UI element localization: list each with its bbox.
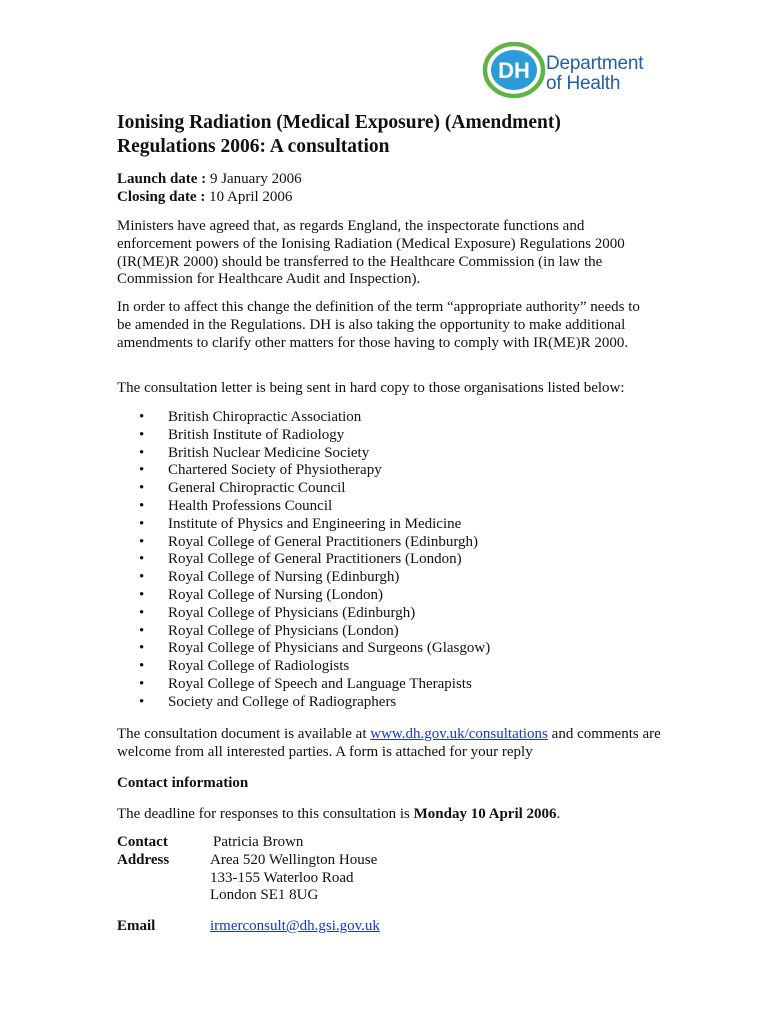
deadline-date: Monday 10 April 2006 [413,806,557,822]
address-line: London SE1 8UG [210,887,319,904]
recipients-paragraph: The consultation letter is being sent in hard copy to those organisations listed below: [117,380,625,396]
availability-paragraph [117,726,677,762]
deadline-text: The deadline for responses to this consultation is [117,806,414,822]
list-item: • Institute of Physics and Engineering in Medicine [117,516,490,534]
dates-block [117,170,302,206]
list-item: • Health Professions Council [117,498,490,516]
contact-heading: Contact information [117,775,249,791]
dh-logo-abbr: DH [498,58,530,83]
list-item: • Chartered Society of Physiotherapy [117,462,490,480]
list-item: • Royal College of General Practitioners (Edinburgh) [117,534,490,552]
list-item: • Royal College of General Practitioners (London) [117,551,490,569]
email-field [210,918,380,935]
list-item: • British Institute of Radiology [117,427,490,445]
launch-date-value: 9 January 2006 [209,171,302,187]
list-item: • Royal College of Nursing (London) [117,587,490,605]
consultations-link[interactable]: www.dh.gov.uk/consultations [370,726,548,742]
address-line: Patricia Brown [213,834,304,850]
list-item: • Royal College of Radiologists [117,658,490,676]
closing-date-label: Closing date : [117,189,206,205]
list-item: • Royal College of Physicians (Edinburgh) [117,605,490,623]
address-label: Address [117,852,170,868]
availability-text-after: and comments are welcome from all interested parties. A form is attached for your reply [117,726,661,760]
contact-address [210,834,377,905]
list-item: • Royal College of Physicians and Surgeons (Glasgow) [117,640,490,658]
dh-logo-wordmark [546,54,643,94]
list-item: • General Chiropractic Council [117,480,490,498]
closing-date [117,188,302,206]
deadline-end: . [556,806,561,822]
availability-text-before: The consultation document is available at [117,726,371,742]
dh-logo-line2: of Health [546,73,621,94]
email-link[interactable]: irmerconsult@dh.gsi.gov.uk [210,918,380,934]
list-item: • Royal College of Speech and Language Therapists [117,676,490,694]
address-line: 133-155 Waterloo Road [210,869,354,886]
dh-logo-line1: Department [546,53,644,74]
list-item: • Society and College of Radiographers [117,694,490,712]
title-line-2: Regulations 2006: A consultation [117,136,390,157]
dh-logo-mark [482,42,552,98]
title-line-1: Ionising Radiation (Medical Exposure) (Amendment) [117,112,561,133]
launch-date-label: Launch date : [117,171,207,187]
list-item: • Royal College of Physicians (London) [117,623,490,641]
list-item: • British Nuclear Medicine Society [117,445,490,463]
list-item: • Royal College of Nursing (Edinburgh) [117,569,490,587]
closing-date-value: 10 April 2006 [209,189,293,205]
contact-label: Contact [117,834,168,850]
organisations-list [117,409,490,712]
email-label: Email [117,918,156,934]
list-item: • British Chiropractic Association [117,409,490,427]
amendment-paragraph: In order to affect this change the definition of the term “appropriate authority” needs to be amended in the Regulations. DH is also taking the opportunity to make additional amendments to clarify other matters for those having to comply with IR(ME)R 2000. [117,299,640,351]
address-line: Area 520 Wellington House [210,851,378,868]
document-title [117,111,677,159]
deadline-paragraph [117,806,657,824]
launch-date [117,170,302,188]
intro-paragraph: Ministers have agreed that, as regards England, the inspectorate functions and enforcement powers of the Ionising Radiation (Medical Exposure) Regulations 2000 (IR(ME)R 2000) should be transferred to the Healthcare Commission (in law the Commission for Healthcare Audit and Inspection). [117,218,625,288]
